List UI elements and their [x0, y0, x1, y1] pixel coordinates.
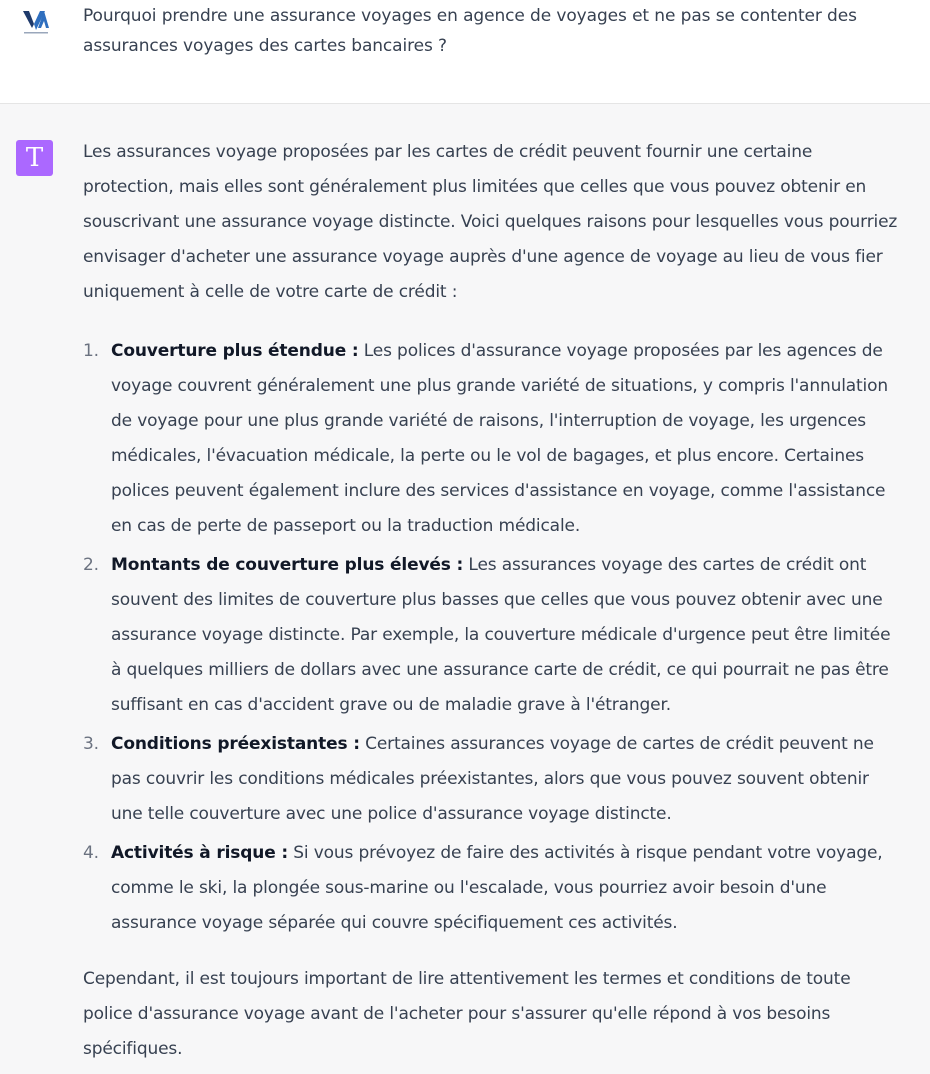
- list-item-title: Activités à risque :: [111, 843, 289, 863]
- reasons-list: [83, 334, 903, 941]
- list-item-number: 3.: [83, 734, 99, 754]
- assistant-conclusion: Cependant, il est toujours important de lire attentivement les termes et conditions de toute police d'assurance voyage avant de l'acheter pour s'assurer qu'elle répond à vos besoins spécifiques.: [83, 969, 851, 1059]
- list-item: [83, 836, 903, 941]
- list-item: [83, 548, 903, 723]
- user-message: [0, 0, 930, 104]
- assistant-message-body: [83, 135, 903, 1067]
- assistant-intro: Les assurances voyage proposées par les cartes de crédit peuvent fournir une certaine protection, mais elles sont généralement plus limitées que celles que vous pouvez obtenir en souscrivant une assurance voyage distincte. Voici quelques raisons pour lesquelles vous pourriez envisager d'acheter une assurance voyage auprès d'une agence de voyage au lieu de vous fier uniquement à celle de votre carte de crédit :: [83, 142, 898, 302]
- user-message-text: Pourquoi prendre une assurance voyages en agence de voyages et ne pas se contenter des assurances voyages des cartes bancaires ?: [83, 6, 857, 56]
- list-item-number: 4.: [83, 843, 99, 863]
- list-item-title: Conditions préexistantes :: [111, 734, 360, 754]
- assistant-avatar-letter: T: [25, 143, 44, 173]
- list-item-number: 1.: [83, 341, 99, 361]
- list-item-text: Les polices d'assurance voyage proposées par les agences de voyage couvrent généralement une plus grande variété de situations, y compris l'annulation de voyage pour une plus grande variété de raisons, l'interruption de voyage, les urgences médicales, l'évacuation médicale, la perte ou le vol de bagages, et plus encore. Certaines polices peuvent également inclure des services d'assistance en voyage, comme l'assistance en cas de perte de passeport ou la traduction médicale.: [111, 341, 888, 536]
- list-item-text: Si vous prévoyez de faire des activités à risque pendant votre voyage, comme le ski, la plongée sous-marine ou l'escalade, vous pourriez avoir besoin d'une assurance voyage séparée qui couvre spécifiquement ces activités.: [111, 843, 883, 933]
- list-item-text: Les assurances voyage des cartes de crédit ont souvent des limites de couverture plus basses que celles que vous pouvez obtenir avec une assurance voyage distincte. Par exemple, la couverture médicale d'urgence peut être limitée à quelques milliers de dollars avec une assurance carte de crédit, ce qui pourrait ne pas être suffisant en cas d'accident grave ou de maladie grave à l'étranger.: [111, 555, 891, 715]
- list-item-number: 2.: [83, 555, 99, 575]
- list-item-title: Montants de couverture plus élevés :: [111, 555, 464, 575]
- list-item: [83, 727, 903, 832]
- list-item: [83, 334, 903, 544]
- va-logo-icon: [21, 6, 51, 36]
- list-item-title: Couverture plus étendue :: [111, 341, 359, 361]
- assistant-message: [0, 104, 930, 1074]
- list-item-text: Certaines assurances voyage de cartes de crédit peuvent ne pas couvrir les conditions médicales préexistantes, alors que vous pouvez souvent obtenir une telle couverture avec une police d'assurance voyage distincte.: [111, 734, 874, 824]
- assistant-avatar: [16, 140, 53, 176]
